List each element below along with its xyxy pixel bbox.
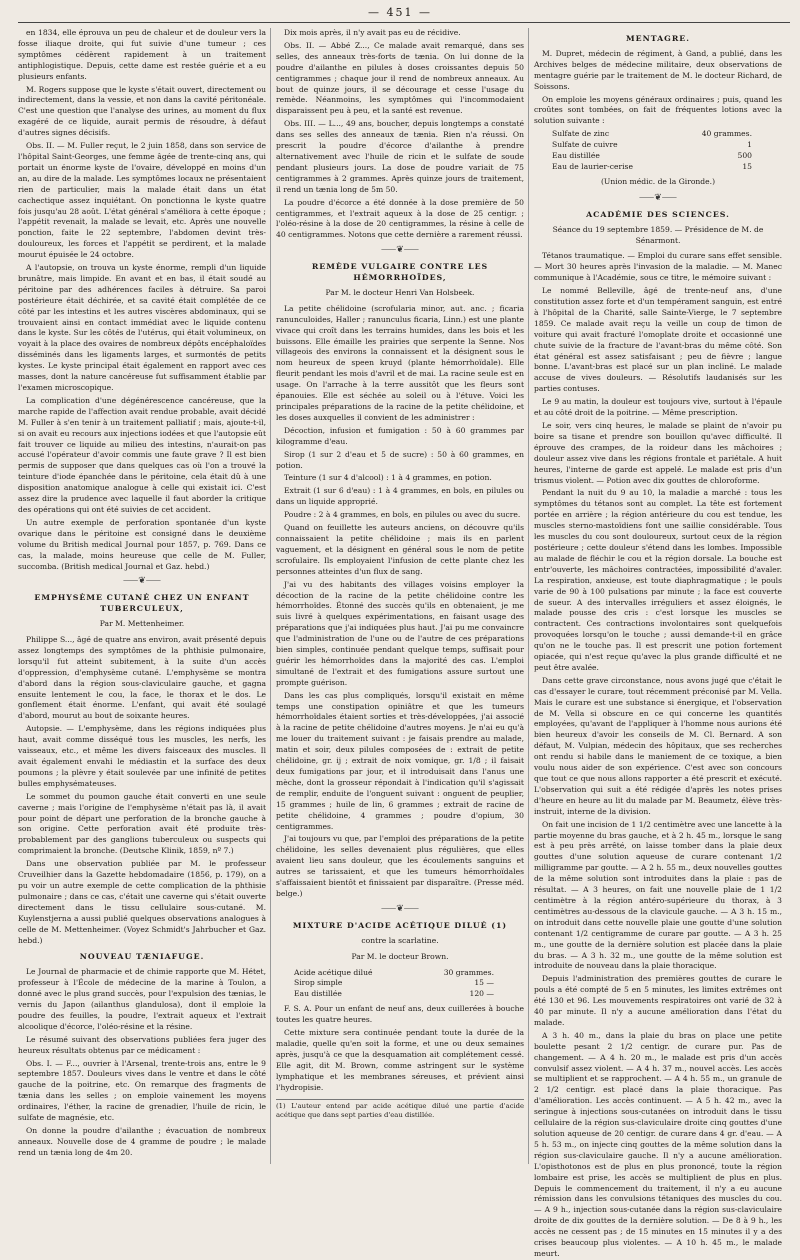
paragraph: F. S. A. Pour un enfant de neuf ans, deux cuillerées à bouche toutes les quatre heures. <box>276 1004 524 1025</box>
paragraph: Le soir, vers cinq heures, le malade se plaint de n'avoir pu boire sa tisane et prendre son bouillon qu'avec difficulté. Il éprouve des crampes, de la roideur dans les mâchoires ; douleur assez vive dans les régions frontale et pariétale. A huit heures, l'interne de garde est appelé. Le malade est pris d'un trismus violent. — Potion avec dix gouttes de chloroforme. <box>534 421 782 485</box>
recipe-line: Eau distillée 120 — <box>294 989 494 999</box>
article-heading: MIXTURE D'ACIDE ACÉTIQUE DILUÉ (1) <box>292 920 508 930</box>
paragraph: Le sommet du poumon gauche était converti en une seule caverne ; mais l'origine de l'emphysème n'était pas là, il avait pour point de départ une perforation de la bronche gauche à son origine. Cette perforation avait été produite très-probablement par des ganglions tuberculeux ou suspects qui comprimaient la bronche. (Deutsche Klinik, 1859, nº 7.) <box>18 791 266 856</box>
session-line: Séance du 19 septembre 1859. — Présidence de M. de Sénarmont. <box>552 224 764 245</box>
paragraph: Obs. II. — M. Fuller reçut, le 2 juin 1858, dans son service de l'hôpital Saint-Georges, une femme âgée de trente-cinq ans, qui portait un énorme kyste de l'ovaire, développé en moins d'un an, au dire de la malade. Les symptômes locaux ne présentaient rien de particulier, mais la malade était dans un état cachectique assez inquiétant. On ponctionna le kyste quatre fois jusqu'au 28 août. L'état général s'améliora à cette époque ; l'appétit revenait, la malade se levait, etc. Après une nouvelle ponction, faite le 22 septembre, l'abdomen devint très-douloureux, les forces et l'appétit se perdirent, et la malade mourut épuisée le 24 octobre. <box>18 141 266 260</box>
paragraph: Autopsie. — L'emphysème, dans les régions indiquées plus haut, avait comme disséqué tous les muscles, les nerfs, les vaisseaux, etc., et même les divers faisceaux des muscles. Il avait également envahi le médiastin et la surface des deux poumons ; la plèvre y était soulevée par une infinité de petites bulles emphysémateuses. <box>18 724 266 788</box>
paragraph: Philippe S..., âgé de quatre ans environ, avait présenté depuis assez longtemps des symptômes de la phthisie pulmonaire, lorsqu'il fut atteint subitement, à la suite d'un accès d'oppression, d'emphysème cutané. L'emphysème se montra d'abord dans la région sous-claviculaire gauche, et gagna ensuite lentement le cou, la face, le thorax et le dos. Le gonflement était énorme. L'enfant, qui avait été soulagé d'abord, mourut au bout de soixante heures. <box>18 635 266 721</box>
paragraph: Tétanos traumatique. — Emploi du curare sans effet sensible. — Mort 30 heures après l'invasion de la maladie. — M. Manec communique à l'Académie, sous ce titre, le mémoire suivant : <box>534 251 782 283</box>
ornament-divider: ⸺❦⸺ <box>381 245 419 256</box>
paragraph: On fait une incision de 1 1/2 centimètre avec une lancette à la partie moyenne du bras gauche, et à 2 h. 45 m., lorsque le sang est à peu près arrêté, on laisse tomber dans la plaie deux gouttes d'une solution aqueuse de curare contenant 1/2 milligramme par goutte. — A 2 h. 55 m., deux nouvelles gouttes de la même solution sont introduites dans la plaie : pas de résultat. — A 3 heures, on fait une nouvelle plaie de 1 1/2 centimètre à la région antéro-supérieure du thorax, à 3 centimètres au-dessous de la clavicule gauche. — A 3 h. 15 m., on introduit dans cette nouvelle plaie une goutte d'une solution contenant 1/2 centigramme de curare par goutte. — A 3 h. 25 m., une goutte de la dernière solution est placée dans la plaie du bras. — A 3 h. 32 m., une goutte de la même solution est introduite de nouveau dans la plaie thoracique. <box>534 819 782 971</box>
paragraph: M. Dupret, médecin de régiment, à Gand, a publié, dans les Archives belges de médecine militaire, deux observations de mentagre guérie par le traitement de M. le docteur Richard, de Soissons. <box>534 48 782 91</box>
article-author: Par M. le docteur Brown. <box>351 951 449 961</box>
column-separator <box>528 28 529 1164</box>
source-citation: (Union médic. de la Gironde.) <box>600 176 716 186</box>
article-author: Par M. le docteur Henri Van Holsbeek. <box>325 287 475 297</box>
column-2 <box>276 28 524 1164</box>
article-heading: MENTAGRE. <box>626 34 690 43</box>
paragraph: J'ai toujours vu que, par l'emploi des préparations de la petite chélidoine, les selles devenaient plus régulières, que elles avaient lieu sans douleur, que les écoulements sanguins et autres se tarissaient, et que les tumeurs hémorrhoïdales s'affaissaient bientôt et finissaient par disparaître. (Presse méd. belge.) <box>276 834 524 898</box>
paragraph: Le Journal de pharmacie et de chimie rapporte que M. Hétet, professeur à l'École de médecine de la marine à Toulon, a donné avec le plus grand succès, pour l'expulsion des tænias, le vernis du Japon (ailanthus glandulosa), dont il emploie la poudre des feuilles, la poudre, l'extrait aqueux et l'extrait alcoolique d'écorce, l'oléo-résine et la résine. <box>18 967 266 1031</box>
paragraph: A l'autopsie, on trouva un kyste énorme, rempli d'un liquide brunâtre, mais limpide. En avant et en bas, il était soudé au péritoine par des adhérences faciles à détruire. Sa paroi postérieure était déchirée, et sa cavité était complétée de ce côté par les intestins et les autres viscères abdominaux, qui se trouvaient ainsi en contact immédiat avec le liquide contenu dans le kyste. Sur les côtés de l'utérus, qui était volumineux, on voyait à la place des ovaires de nombreux dépôts encéphaloïdes disséminés dans les ligaments larges, et surmontés de petits kystes. Le kyste principal était également en rapport avec ces masses, dont la nature cancéreuse fut suffisamment établie par l'examen microscopique. <box>18 263 266 392</box>
paragraph: Obs. I. — F..., ouvrier à l'Arsenal, trente-trois ans, entre le 9 septembre 1857. Douleurs vives dans le ventre et dans le côté gauche de la poitrine, etc. On remarque des fragments de tænia dans les selles ; on emploie vainement les moyens ordinaires, l'éther, la racine de grenadier, l'huile de ricin, le sulfate de magnésie, etc. <box>18 1058 266 1123</box>
paragraph: La complication d'une dégénérescence cancéreuse, que la marche rapide de l'affection avait rendue probable, avait décidé M. Fuller à s'en tenir à un traitement palliatif ; mais, ajoute-t-il, si on avait eu recours aux injections iodées et que l'autopsie eût fait trouver ce liquide au milieu des intestins, n'aurait-on pas accusé l'opérateur d'avoir commis une faute grave ? Il est bien permis de supposer que dans quelques cas où l'on a trouvé la teinture d'iode épanchée dans le péritoine, cela était dû à une disposition anatomique analogue à celle qui existait ici. C'est assez dire la prudence avec laquelle il faut aborder la critique des opérations qui ont été suivies de cet accident. <box>18 395 266 514</box>
paragraph: A 3 h. 40 m., dans la plaie du bras on place une petite boulette pesant 2 1/2 centigr. de curare pur. Pas de changement. — A 4 h. 20 m., le malade est pris d'un accès convulsif assez violent. — A 4 h. 37 m., nouvel accès. Les accès se multiplient et se rapprochent. — A 4 h. 55 m., un granule de 2 1/2 centigr. est placé dans la plaie thoracique. Pas d'amélioration. Les accès continuent. — A 5 h. 42 m., avec la seringue à injections sous-cutanées on introduit dans le tissu cellulaire de la région sus-claviculaire droite cinq gouttes d'une solution aqueuse de 20 centigr. de curare dans 4 gr. d'eau. — A 5 h. 53 m., on injecte cinq gouttes de la même solution dans la région sus-claviculaire gauche. Il n'y a aucune amélioration. L'opisthotonos est de plus en plus prononcé, toute la région lombaire est prise, les accès se multiplient de plus en plus. Depuis le commencement du traitement, il n'y a eu aucune rémission dans les convulsions tétaniques des muscles du cou. — A 9 h., injection sous-cutanée dans la région sus-claviculaire droite de dix gouttes de la dernière solution. — De 8 à 9 h., les accès ne cessent pas ; de 15 minutes en 15 minutes il y a des crises beaucoup plus violentes. — A 10 h. 45 m., le malade meurt. <box>534 1030 782 1258</box>
article-heading: NOUVEAU TÆNIAFUGE. <box>79 952 205 962</box>
paragraph: Dix mois après, il n'y avait pas eu de récidive. <box>284 28 461 37</box>
paragraph: Un autre exemple de perforation spontanée d'un kyste ovarique dans le péritoine est consigné dans le deuxième volume du British medical Journal pour 1857, p. 769. Dans ce cas, la malade, moins heureuse que celle de M. Fuller, succomba. (British medical Journal et Gaz. hebd.) <box>18 517 266 571</box>
recipe-list <box>552 129 782 173</box>
article-heading: REMÈDE VULGAIRE CONTRE LES HÉMORRHOÏDES, <box>311 262 489 283</box>
paragraph: Dans les cas plus compliqués, lorsqu'il existait en même temps une constipation opiniâtre et que les tumeurs hémorrhoïdales étaient sorties et très-développées, j'ai associé à la racine de petite chélidoine d'autres moyens. Je n'ai eu qu'à me louer du traitement suivant : je faisais prendre au malade, matin et soir, deux pilules composées de : extrait de petite chélidoine, gr. ij ; extrait de noix vomique, gr. 1/8 ; il faisait deux fumigations par jour, et il introduisait dans l'anus une mèche, dont la grosseur répondait à l'indication qu'il s'agissait de remplir, enduite de l'onguent suivant : onguent de peuplier, 15 grammes ; huile de lin, 6 grammes ; extrait de racine de petite chélidoine, 4 grammes ; poudre d'opium, 30 centigrammes. <box>276 690 524 831</box>
recipe-list <box>294 968 524 1001</box>
paragraph: Pendant la nuit du 9 au 10, la maladie a marché : tous les symptômes du tétanos sont au complet. La tête est fortement portée en arrière ; la région antérieure du cou est tendue, les muscles sterno-mastoïdiens font une saillie considérable. Tous les muscles du cou sont douloureux, surtout ceux de la région postérieure ; cette douleur s'étend dans les lombes. Impossible au malade de fléchir le cou et la région dorsale. La bouche est entr'ouverte, les mâchoires contractées, impossibilité d'avaler. La respiration, anxieuse, est toute diaphragmatique ; le pouls varie de 90 à 100 pulsations par minute ; la face est couverte de sueur. A des intervalles irréguliers et assez éloignés, le malade pousse des cris : c'est lorsque les muscles se contractent. Ces contractions involontaires sont quelquefois provoquées lorsqu'on le touche ; aussi demande-t-il en grâce qu'on ne le touche pas. Il est prescrit une potion fortement opiacée, qui n'est reçue qu'avec la plus grande difficulté et ne peut être avalée. <box>534 488 782 672</box>
paragraph: Sirop (1 sur 2 d'eau et 5 de sucre) : 50 à 60 grammes, en potion. <box>276 449 524 470</box>
recipe-line: Sulfate de zinc 40 grammes. <box>552 129 752 139</box>
article-heading: ACADÉMIE DES SCIENCES. <box>586 209 730 219</box>
ornament-divider: ⸺❦⸺ <box>381 903 419 914</box>
paragraph: Dans une observation publiée par M. le professeur Cruveilhier dans la Gazette hebdomadaire (1856, p. 179), on a pu voir un autre exemple de cette complication de la phthisie pulmonaire ; dans ce cas, c'était une caverne qui s'était ouverte directement dans le tissu cellulaire sous-cutané. M. Kuylenstjerna a aussi publié quelques observations analogues à celle de M. Mettenheimer. (Voyez Schmidt's Jahrbucher et Gaz. hebd.) <box>18 859 266 945</box>
paragraph: M. Rogers suppose que le kyste s'était ouvert, directement ou indirectement, dans la vessie, et non dans la cavité péritonéale. C'est une question que l'analyse des urines, au moment du flux exagéré de ce liquide, aurait permis de résoudre, à défaut d'autres signes décisifs. <box>18 84 266 138</box>
top-rule <box>18 22 790 23</box>
paragraph: Depuis l'administration des premières gouttes de curare le pouls a été compté de 5 en 5 minutes, les limites extrêmes ont été 130 et 96. Les mouvements respiratoires ont varié de 32 à 40 par minute. Il n'y a aucune amélioration dans l'état du malade. <box>534 974 782 1027</box>
footnote: (1) L'auteur entend par acide acétique dilué une partie d'acide acétique que dans sept parties d'eau distillée. <box>276 1099 524 1120</box>
paragraph: Cette mixture sera continuée pendant toute la durée de la maladie, quelle qu'en soit la forme, et une ou deux semaines après, jusqu'à ce que la desquamation ait complétement cessé. Elle agit, dit M. Brown, comme astringent sur le système lymphatique et les membranes séreuses, et prévient ainsi l'hydropisie. <box>276 1028 524 1092</box>
paragraph: Obs. II. — Abbé Z..., Ce malade avait remarqué, dans ses selles, des anneaux très-forts de tænia. On lui donne de la poudre d'ailanthe en pilules à doses croissantes depuis 50 centigrammes ; chaque jour il rend de nombreux anneaux. Au bout de quinze jours, il se décourage et cesse l'usage du remède. Néanmoins, les symptômes qui l'incommodaient disparaissent peu à peu, et la santé est revenue. <box>276 40 524 116</box>
recipe-line: Eau de laurier-cerise 15 <box>552 161 752 171</box>
paragraph: On emploie les moyens généraux ordinaires ; puis, quand les croûtes sont tombées, on fait de fréquentes lotions avec la solution suivante : <box>534 94 782 126</box>
paragraph: J'ai vu des habitants des villages voisins employer la décoction de la racine de la petite chélidoine contre les hémorrhoïdes. Étonné des succès qu'ils en obtenaient, je me suis livré à quelques expérimentations, en faisant usage des préparations que j'ai indiquées plus haut. J'ai pu me convaincre que l'administration de l'une ou de l'autre de ces préparations bien simples, continuée pendant quelque temps, suffisait pour guérir les hémorrhoïdes dans la majorité des cas. L'emploi simultané de l'extrait et des fumigations assure surtout une prompte guérison. <box>276 579 524 687</box>
recipe-line: Acide acétique dilué 30 grammes. <box>294 967 494 977</box>
article-subheading: contre la scarlatine. <box>361 935 439 945</box>
paragraph: Dans cette grave circonstance, nous avons jugé que c'était le cas d'essayer le curare, tout récemment préconisé par M. Vella. Mais le curare est une substance si énergique, et l'observation de M. Vella si obscure en ce qui concerne les quantités employées, qu'avant de l'appliquer à l'homme nous aurions été bien heureux d'avoir les conseils de M. Cl. Bernard. A son défaut, M. Vulpian, médecin des hôpitaux, que ses recherches ont rendu si habile dans le maniement de ce toxique, a bien voulu nous aider de son expérience. C'est avec son concours que tout ce que nous allons rapporter a été prescrit et exécuté. L'observation qui suit a été rédigée d'après les notes prises d'heure en heure au lit du malade par M. Beaumetz, élève très-instruit, interne de la division. <box>534 675 782 816</box>
paragraph: La petite chélidoine (scrofularia minor, aut. anc. ; ficaria ranunculoides, Haller ; ranunculus ficaria, Linn.) est une plante vivace qui croît dans les terrains humides, dans les bois et les buissons. Elle émaille les prairies que serpente la Senne. Nos villageois des environs la connaissent et la désignent sous le nom heureux de speen kruyd (plante hémorrhoïdale). Elle fleurit pendant les mois d'avril et de mai. La racine seule est en usage. On l'arrache à la terre aussitôt que les fleurs sont épanouies. Elle est séchée au soleil ou à l'étuve. Voici les principales préparations de la racine de la petite chélidoine, et les doses auxquelles il convient de les administrer : <box>276 303 524 422</box>
paragraph: On donne la poudre d'ailanthe ; évacuation de nombreux anneaux. Nouvelle dose de 4 gramme de poudre ; le malade rend un tænia long de 4m 20. <box>18 1126 266 1157</box>
ornament-divider: ⸺❦⸺ <box>639 192 677 203</box>
page-number: — 451 — <box>368 6 432 19</box>
paragraph: Teinture (1 sur 4 d'alcool) : 1 à 4 grammes, en potion. <box>284 473 492 483</box>
paragraph: La poudre d'écorce a été donnée à la dose première de 50 centigrammes, et l'extrait aqueux à la dose de 25 centigr. ; l'oléo-résine à la dose de 20 centigrammes, la résine à celle de 40 centigrammes. Notons que cette dernière a rarement réussi. <box>276 197 524 240</box>
column-1 <box>18 28 266 1164</box>
paragraph: Le nommé Belleville, âgé de trente-neuf ans, d'une constitution assez forte et d'un tempérament sanguin, est entré à l'hôpital de la Charité, salle Sainte-Vierge, le 7 septembre 1859. Ce malade avait reçu la veille un coup de timon de voiture qui avait fracturé l'omoplate droite et occasionné une chute suivie de la fracture de l'avant-bras du même côté. Son état général est assez satisfaisant ; peu de fièvre ; langue bonne. L'avant-bras est placé sur un plan incliné. Le malade accuse de vives douleurs. — Résolutifs laudanisés sur les parties contuses. <box>534 286 782 394</box>
column-separator <box>270 28 271 1164</box>
article-heading: EMPHYSÈME CUTANÉ CHEZ UN ENFANT TUBERCULEUX, <box>34 593 250 614</box>
paragraph: Quand on feuillette les auteurs anciens, on découvre qu'ils connaissaient la petite chélidoine ; mais ils en parlent vaguement, et la désignent en général sous le nom de petite scrofulaire. Ils employaient l'infusion de cette plante chez les personnes atteintes d'un flux de sang. <box>276 523 524 576</box>
column-3 <box>534 28 782 1258</box>
paragraph: Poudre : 2 à 4 grammes, en bols, en pilules ou avec du sucre. <box>284 510 521 520</box>
article-author: Par M. Mettenheimer. <box>99 619 185 629</box>
recipe-line: Sirop simple 15 — <box>294 978 494 988</box>
recipe-line: Eau distillée 500 <box>552 151 752 161</box>
paragraph: en 1834, elle éprouva un peu de chaleur et de douleur vers la fosse iliaque droite, qui fut suivie d'une tumeur ; ces symptômes cédèrent rapidement à un traitement antiphlogistique. Depuis, cette dame est restée guérie et a eu plusieurs enfants. <box>18 28 266 81</box>
ornament-divider: ⸺❦⸺ <box>123 576 161 587</box>
recipe-line: Sulfate de cuivre 1 <box>552 140 752 150</box>
paragraph: Le résumé suivant des observations publiées fera juger des heureux résultats obtenus par ce médicament : <box>18 1034 266 1055</box>
paragraph: Obs. III. — L..., 49 ans, boucher, depuis longtemps a constaté dans ses selles des anneaux de tænia. Rien n'a réussi. On prescrit la poudre d'écorce d'ailanthe à prendre alternativement avec l'huile de ricin et le sulfate de soude pendant plusieurs jours. La dose de poudre variait de 75 centigrammes à 2 grammes. Après quinze jours de traitement, il rend un tænia long de 5m 50. <box>276 119 524 194</box>
paragraph: Décoction, infusion et fumigation : 50 à 60 grammes par kilogramme d'eau. <box>276 425 524 446</box>
paragraph: Extrait (1 sur 6 d'eau) : 1 à 4 grammes, en bols, en pilules ou dans un liquide approprié. <box>276 486 524 507</box>
paragraph: Le 9 au matin, la douleur est toujours vive, surtout à l'épaule et au côté droit de la poitrine. — Même prescription. <box>534 397 782 418</box>
